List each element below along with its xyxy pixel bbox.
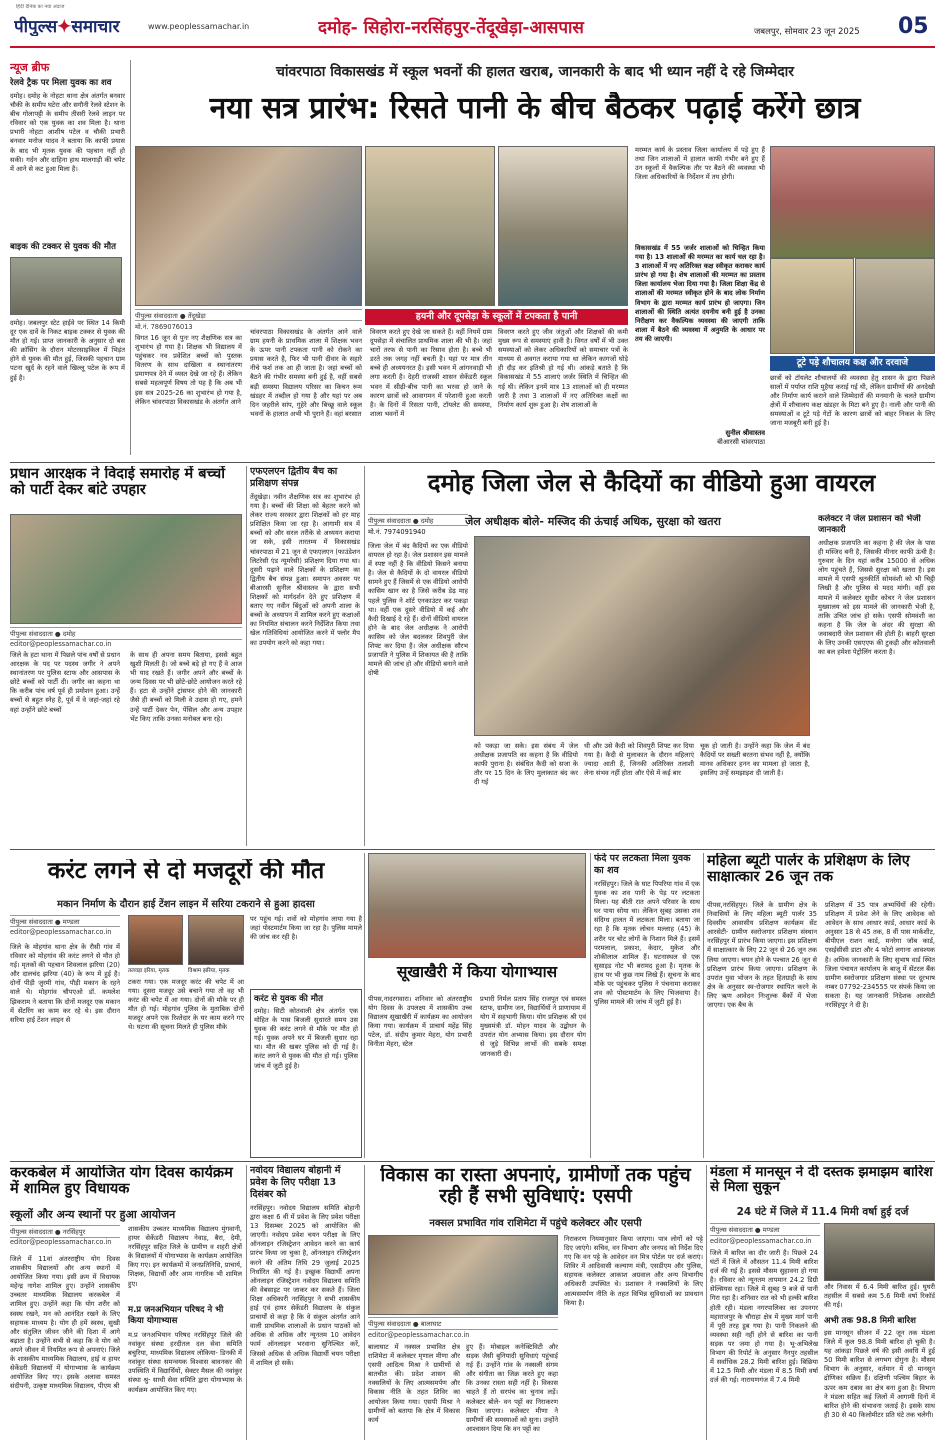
electric-box-body: दमोह। सिटी कोतवाली क्षेत्र अंतर्गत एक मोहित के पास बिजली सुधारते समय उस युवक की करंट लगने से मौके पर मौत हो गई। युवक अपने घर में बिजली सुधार रहा था। मौत की खबर पुलिस को दी गई है। करंट लगने से युवक की मौत हो गई। पुलिस जांच में जुटी हुई है। [254, 1007, 358, 1070]
yoga-mla-col-1: जिले में 11वां अंतरराष्ट्रीय योग दिवस शासकीय विद्यालयों और अन्य स्थानों में आयोजित किया गया। इसी क्रम में विधायक महेन्द्र नागेश शामिल हुए। उन्होंने शासकीय उच्चतर माध्यमिक विद्यालय करकबेल में शामिल हुए। उन्होंने कहा कि योग शरीर को स्वस्थ रखने, मन को आनंदित रखने के लिए सहायक माध्यम है। योग ही हमें स्वस्थ, सुखी और संतुलित जीवन जीने की दिशा में आगे बढ़ाता है। उन्होंने सभी से कहा कि वे योग को अपने जीवन में नियमित रूप से अपनाएं। जिले के शासकीय माध्यमिक विद्यालय, हाई व हायर सेकेंडरी विद्यालयों में योगाभ्यास के कार्यक्रम आयोजित किए गए। इसके अलावा समस्त संदीपनी, उत्कृष्ट माध्यमिक विद्यालय, पीएम श्री [10, 1255, 120, 1391]
brief2-body: दमोह। जबलपुर स्टेट हाईवे पर स्थित 14 किमी दूर एक दावें के निकट बाइक टक्कर से युवक की मौत हो गई। प्राप्त जानकारी के अनुसार दो बस की क्रॉसिंग के दौरान मोटरसाइकिल में भिड़ंत होने से युवक की मौत हुई, जिसकी पहचान ग्राम पटना खुर्द के रहने वाले खिल्लू पटेल के रूप में हुई है। [10, 319, 125, 382]
electric-headline: करंट लगने से दो मजदूरों की मौत [47, 859, 325, 884]
navodaya-body: नरसिंहपुर। नवोदय विद्यालय समिति बोहानी द्वारा कक्षा 6 वीं में प्रवेश के लिए प्रवेश परीक्षा 13 दिसम्बर 2025 को आयोजित की जाएगी। नवोदय प्रवेश चयन परीक्षा के लिए ऑनलाइन रजिस्ट्रेशन आवेदन करने का कार्य प्रारंभ किया जा चुका है, ऑनलाइन रजिस्ट्रेशन करने की अंतिम तिथि 29 जुलाई 2025 निर्धारित की गई है। इच्छुक विद्यार्थी अपना ऑनलाइन रजिस्ट्रेशन नवोदय विद्यालय समिति की वेबसाइट पर जाकर कर सकते हैं। जिला शिक्षा अधिकारी नरसिंहपुर ने सभी शासकीय हाई एवं हायर सेकेंडरी विद्यालय के संकुल प्राचार्यों से कहा है कि वे संकुल अंतर्गत आने वाली प्राथमिक शालाओं के प्रधान पाठकों को अधिक से अधिक और न्यूनतम 10 आवेदन फार्म ऑनलाइन भरवाना सुनिश्चित करें, जिससे अधिक से अधिक विद्यार्थी चयन परीक्षा में शामिल हो सकें। [250, 1204, 360, 1367]
yoga-mla-story [10, 1165, 242, 1440]
victim-caption-1: तलवड़ा इरिया, मृतक [128, 968, 170, 974]
logo [14, 14, 154, 36]
jail-byline-location: दमोह [420, 517, 434, 525]
development-byline-name: पीपुल्स संवाददाता [368, 1320, 411, 1328]
rain-photo [824, 1223, 935, 1281]
school-building-photo [365, 146, 495, 306]
divider [703, 853, 704, 1158]
development-email: editor@peoplessamachar.co.in [368, 1331, 470, 1339]
electric-subhead: मकान निर्माण के दौरान हाई टेंशन लाइन में सरिया टकराने से हुआ हादसा [57, 899, 315, 910]
lead-kicker: चांवरपाठा विकासखंड में स्कूल भवनों की हालत खराब, जानकारी के बाद भी ध्यान नहीं दे रहे जिम्मेदार [275, 64, 794, 80]
development-col-2: हुए हैं। मोबाइल कनेक्टिविटी और सड़क जैसी बुनियादी सुविधाएं पहुंचाई गई हैं। उन्होंने गांव के नक्सली संगम और संगीता का जिक्र करते हुए कहा कि उनका रास्ता सही नहीं है। विकास चाहते हैं तो सरपंच का चुनाव लड़ें। कलेक्टर बोले- वन पट्टों का निराकरण किया जाएगा। कलेक्टर मीणा ने ग्रामीणों की समस्याओं को सुना। उन्होंने आश्वासन दिया कि वन पट्टों का [466, 1343, 558, 1433]
farewell-col-2: के साथ ही अपना समय बिताया, इससे बहुत खुशी मिलती है। जो बच्चे बड़े हो गए हैं वे आज भी याद रखते हैं। जगीर अपने और बच्चों के जन्म दिवस पर भी छोटे-छोटे आयोजन करते रहे हैं। हटा से उन्होंने ट्रांसफर होने की जानकारी जैसे ही बच्चों को मिली वे उदास हो गए, हमने उन्हें पार्टी देकर पेन, पेंसिल और अन्य उपहार भेंट किए ताकि उनका मनोबल बना रहे। [130, 651, 242, 723]
yoga-mla-byline-name: पीपुल्स संवाददाता [10, 1228, 53, 1236]
info-sign-name: सुनील श्रीवास्तव [725, 429, 765, 437]
farewell-email: editor@peoplessamachar.co.in [10, 640, 112, 648]
yoga-mla-byline: पीपुल्स संवाददाता ● नरसिंहपुर [10, 1225, 120, 1238]
development-col-1: बालाघाट में नक्सल प्रभावित क्षेत्र राशिमेटा में कलेक्टर मृणाल मीणा और एसपी आदित्य मिश्रा ने ग्रामीणों से बातचीत की। प्रदेश शासन की नक्सलियों के लिए आत्मसमर्पण और विकास नीति के तहत शिविर का आयोजन किया गया। एसपी मिश्रा ने ग्रामीणों को बताया कि क्षेत्र में विकास कार्य [368, 1343, 460, 1424]
hanging-body: नरसिंहपुर। जिले के घाट पिपरिया गांव में एक युवक का शव पानी के पेड़ पर लटकता मिला। यह बीती रात अपने परिवार के साथ घर पाया सोया था। लेकिन सुबह उसका शव संदिग्ध हालत में लटकता मिला। बताया जा रहा है कि मृतक लोचन मल्लाह (45) के शरीर पर चोट लोगों के निशान मिले हैं। इसमें परमलाल, प्रकाश, केदार, मुकेश और शोकीलाल शामिल हैं। घटनास्थल से एक सुसाइड नोट भी बरामद हुआ है। मृतक के हाथ पर भी कुछ नाम लिखे हैं। सूचना के बाद मौके पर पहुंचकर पुलिस ने पंचनामा कराकर शव को पोस्टमार्टम के लिए भिजवाया है। पुलिस मामले की जांच में जुटी हुई है। [594, 880, 700, 1007]
farewell-byline: पीपुल्स संवाददाता ● दमोह [10, 627, 242, 640]
jail-side-head: कलेक्टर ने जेल प्रशासन को भेजी जानकारी [818, 514, 921, 535]
farewell-col-1: जिले के हटा थाना में पिछले पांच वर्षों से प्रधान आरक्षक के पद पर पदस्थ जगीर ने अपने स्थानांतरण पर पुलिस स्टाफ और आसपास के छोटे बच्चों को पार्टी दी। जगीर का कहना था कि करीब पांच वर्ष पूर्व ही प्रमोशन हुआ। उन्हें बच्चों से बहुत स्नेह है, पूर्व में वे जहां-जहां रहे वहां उन्होंने छोटे बच्चों [10, 651, 120, 714]
yoga-mla-email: editor@peoplessamachar.co.in [10, 1238, 112, 1246]
yoga-mla-col-3: म.प्र जनअभियान परिषद नरसिंहपुर जिले की नवांकुर संस्था हरदीतल दल सेवा समिति बचुरिया, माध्यमिक विद्यालय लोकिया- डिनकी में नवांकुर संस्था समन्वयक विश्वास बावनकर की उपस्थिति में विद्यार्थियों, सेक्टर मैसल की नवांकुर संस्था श्रु- साथी सेवा समिति द्वारा योगाभ्यास के कार्यक्रम आयोजित किए गए। [128, 1331, 242, 1394]
development-byline-location: बालाघाट [420, 1320, 442, 1328]
yoga-photo [368, 853, 586, 958]
dateline: जबलपुर, सोमवार 23 जून 2025 [754, 27, 860, 37]
lead-headline: नया सत्र प्रारंभ: रिसते पानी के बीच बैठकर पढ़ाई करेंगे छात्र [209, 92, 861, 126]
yoga-mla-headline: करकबेल में आयोजित योग दिवस कार्यक्रम में शामिल हुए विधायक [10, 1165, 233, 1198]
jail-col-1: जिला जेल में बंद कैदियों का एक वीडियो वायरल हो रहा है। जेल प्रशासन इस मामले में स्पष्ट नहीं है कि वीडियो किसने बनाया है। जेल से कैदियों के दो वायरल वीडियो सामने हुए हैं जिसमें से एक वीडियो आरोपी कासिम खान का है जिसे करीब डेढ़ माह पहले पुलिस ने शॉर्ट एनकाउंटर कर पकड़ा था। वहीं एक दूसरे वीडियो में कई और कैदी दिखाई दे रहे हैं। दोनों वीडियो वायरल होने के बाद जेल अधीक्षक ने आरोपी कासिम को जेल बदलकर शिवपुरी जेल शिफ्ट कर दिया है। जेल अधीक्षक सौरभ प्रजापति ने पुलिस में शिकायत की है ताकि मामले की जांच हो और वीडियो बनाने वाले दोषी [368, 542, 468, 678]
divider [10, 849, 935, 850]
yoga-damoh-col-1: पीपस,नादरगवारा। शनिवार को अंतरराष्ट्रीय योग दिवस के उपलक्ष्य में शासकीय उच्च विद्यालय सूखाखैरी में कार्यक्रम का आयोजन किया गया। कार्यक्रम में प्राचार्य महेंद्र सिंह पटेल, डॉ. संदीप कुमार मेहरा, योग प्रभारी विनीता मेहरा, स्टेल [368, 995, 472, 1049]
beauty-col-2: प्रशिक्षण में 35 पात्र अभ्यर्थियों की रहेगी। प्रशिक्षण में प्रवेश लेने के लिए आवेदक को आवेदन के साथ आधार कार्ड, आधार कार्ड के अनुसार 18 से 45 तक, 8 वीं पास मार्कशीट, बीपीएल राशन कार्ड, मनरेगा जॉब कार्ड, एसईसीसी डाटा और 4 फोटो लगाना आवश्यक है। अधिक जानकारी के लिए सुभाष वार्ड स्थित जिला पंचायत कार्यालय के बाजू में सेंटरल बैंक ग्रामीण स्वरोजगार प्रशिक्षण संस्था पर दूरभाष नम्बर 07792-234555 पर संपर्क किया जा सकता है। यह जानकारी निदेशक आरसेटी नरसिंहपुर ने दी है। [825, 901, 935, 1010]
electric-byline-name: पीपुल्स संवाददाता [10, 918, 53, 926]
jail-subhead: जेल अधीक्षक बोले- मस्जिद की ऊंचाई अधिक, सुरक्षा को खतरा [465, 515, 721, 528]
accident-photo [10, 257, 122, 315]
toilet-photo-2 [770, 258, 854, 354]
toilet-side-text: छात्रों को टॉयलेट शौचालयों की व्यवस्था हेतु शासन के द्वारा पिछले सालों में पर्याप्त राशि मुहैया कराई गई थी, लेकिन ग्रामीणों की अनदेखी और निर्माण कार्य कराने वाले जिम्मेदारों की मनमानी के चलते ग्रामीण क्षेत्रों में शौचालय कक्ष खंडहर के मिटा बने हुए है। नाली और पानी की समस्याओं व टूटे पड़े गेटों के कारण छात्रों को बाहर निकल के लिए जाना मजबूरी बनी हुई है। [770, 374, 935, 428]
development-story [368, 1165, 703, 1440]
logo-right-text: समाचार [71, 17, 120, 36]
monsoon-headline: मंडला में मानसून ने दी दस्तक झमाझम बारिश से मिला सुकून [710, 1165, 933, 1196]
hanging-headline: फंदे पर लटकता मिला युवक का शव [594, 853, 691, 876]
jail-story [368, 466, 935, 846]
victim-caption-2: विश्राम झरिया, मृतक [188, 968, 230, 974]
farewell-byline-name: पीपुल्स संवाददाता [10, 630, 53, 638]
divider [364, 466, 365, 846]
beauty-story [707, 853, 935, 1158]
jail-side-body: अधीक्षक प्रजापति का कहना है की जेल के पास ही मस्जिद बनी है, जिसकी मीनार काफी ऊंची है। गुरुवार के दिन यहां करीब 15000 से अधिक लोग पहुंचते हैं, जिससे सुरक्षा को खतरा है। इस मामले में एसपी श्रुतकीर्ति सोमवंशी को भी चिट्ठी लिखी है और पुलिस से मदद मांगी। वहीं इस मामले में कलेक्टर सुधीर कोचर ने जेल प्रशासन मुख्यालय को इस मामले की जानकारी भेजी है, ताकि उचित जांच हो सके। एसपी सोमवंशी का कहना है कि जेल के अंदर की सुरक्षा की जवाबदारी जेल प्रशासन की होती है। बाहरी सुरक्षा के लिए उनकी एसएएफ की टुकड़ी और कोतवाली का बल हमेशा पेट्रोलिंग करता है। [818, 539, 935, 657]
divider [10, 462, 935, 463]
development-subhead: नक्सल प्रभावित गांव राशिमेटा में पहुंचे कलेक्टर और एसपी [429, 1218, 642, 1229]
lead-col-1: विगत 16 जून से पुनः नए शैक्षणिक सत्र का शुभारंभ हो गया है। शिक्षक भी विद्यालय में पहुंचकर नव प्रवेशित बच्चों को पुस्तक वितरण के साथ दाखिला व स्थानांतरण प्रमाणपत्र देने में व्यस्त देखे जा रहे हैं। लेकिन सबसे महत्वपूर्ण विषय तो यह है कि अब भी इस सत्र 2025-26 का शुभारंभ हो गया है, लेकिन चांवरपाठा विकासखंड के अंतर्गत आने [135, 334, 242, 406]
lead-band: हयनी और दूपसेड़ा के स्कूलों में टपकता है पानी [365, 309, 628, 325]
jail-col-2: को पकड़ा जा सके। इस संबंध में जेल अधीक्षक प्रजापति का कहना है कि वीडियो काफी पुराना है। संबंधित कैदी को सजा के तौर पर 15 दिन के लिए मुलाकात बंद कर दी गई [474, 742, 578, 787]
monsoon-byline: पीपुल्स संवाददाता ● मण्डला [710, 1223, 820, 1236]
logo-tagline: हिंदी दैनिक का नया अंदाज [16, 4, 65, 10]
brief1-body: दमोह। दमोह के नोहटा थाना क्षेत्र अंतर्गत बनवार चौकी के समीप घटेरा और सगौनी रेलवे स्टेशन के बीच गोलापट्टी के समीप तीसरी रेलवे लाइन पर रविवार को एक युवक का शव मिला है। थाना प्रभारी नोहटा आशीष पटेल व चौकी प्रभारी बनवार मनोज यादव ने बताया कि काफी प्रयास के बाद भी मृतक युवक की पहचान नहीं हो सकी। गर्दन और दाहिना हाथ मालगाड़ी की चपेट में आने से कट हुआ मिला है। [10, 92, 125, 173]
victim-photo-1 [128, 915, 183, 965]
lead-byline: पीपुल्स संवाददाता ● तेंदूखेड़ा [135, 309, 362, 321]
divider [246, 1165, 247, 1440]
section-title: दमोह- सिहोरा-नरसिंहपुर-तेंदूखेड़ा-आसपास [318, 18, 584, 38]
development-col-3: निराकरण नियमानुसार किया जाएगा। पात्र लोगों को पट्टे दिए जाएंगे। सचिव, वन विभाग और जनपद को निर्देश दिए गए कि वन पट्टे के आवेदन वन मित्र पोर्टल पर दर्ज कराएं। शिविर में आदिवासी कल्याण मंत्री, एसडीएम और पुलिस, सहायक कलेक्टर आकाश अग्रवाल और अन्य विभागीय अधिकारी उपस्थित थे। प्रशासन ने नक्सलियों के लिए आत्मसमर्पण नीति के तहत विभिन्न सुविधाओं का प्रावधान किया है। [564, 1235, 703, 1307]
beauty-col-1: पीपस,नरसिंहपुर। जिले के ग्रामीण क्षेत्र के निवासियों के लिए महिला ब्यूटी पार्लर 35 दिवसीय आवासीय प्रशिक्षण कार्यक्रम सेंट आरसेटी- ग्रामीण स्वरोजगार प्रशिक्षण संस्थान नरसिंहपुर में प्रारंभ किया जाएगा। इस प्रशिक्षण में साक्षात्कार के लिए 22 जून से 26 जून तक लिया जाएगा। चयन होने के पश्चात 26 जून से प्रशिक्षण प्रारंभ किया जाएगा। प्रशिक्षण के उपरांत युवा भोजन के तहत हितग्राही के साथ क्षेत्र के अनुसार स्व-रोजगार स्थापित करने के लिए ऋण आवेदन निःशुल्क बैंकों में भेजा जाएगा। एक बैच के [707, 901, 817, 1010]
jail-byline-name: पीपुल्स संवाददाता [368, 517, 411, 525]
monsoon-col-1: जिले में बारिश का दौर जारी है। पिछले 24 घंटों में जिले में औसतन 11.4 मिमी बारिश दर्ज की गई है। इससे मौसम सुहावना हो गया है। रविवार को न्यूनतम तापमान 24.2 डिग्री सेल्सियस रहा। जिले में सुबह 9 बजे से पानी गिरा रहा है। शनिवार रात को भी हल्की बारिश होती रही। मंडला नगरपालिका का उपनगर महाराजपुर के चौराहा क्षेत्र में मुख्य मार्ग पानी में पूरी तरह डूब गया है। पानी निकलने की व्यवस्था सही नहीं होने से बारिश का पानी सड़क पर जमा हो गया है। भू-अभिलेख विभाग की रिपोर्ट के अनुसार नैनपुर तहसील में सर्वाधिक 28.2 मिमी बारिश हुई। बिछिया में 12.5 मिमी और मंडला में 8.5 मिमी वर्षा दर्ज की गई। नारायणगंज में 7.4 मिमी [710, 1249, 818, 1385]
monsoon-col-2: और निवास में 6.4 मिमी बारिश हुई। घुघरी तहसील में सबसे कम 5.6 मिमी वर्षा रिकॉर्ड की गई। [824, 1283, 935, 1310]
jail-byline: पीपुल्स संवाददाता ● दमोह [368, 514, 468, 526]
development-photo [368, 1235, 558, 1315]
farewell-byline-location: दमोह [62, 630, 76, 638]
logo-left-text: पीपुल्स [14, 17, 58, 36]
news-brief-label: न्यूज ब्रीफ [10, 61, 50, 74]
monsoon-col-3: इस मानसून सीजन में 22 जून तक मंडला जिले में कुल 98.8 मिमी बारिश हो चुकी है। यह आंकड़ा पिछले वर्ष की इसी अवधि में हुई 50 मिमी बारिश से लगभग दोगुना है। मौसम विभाग के अनुसार, वर्तमान में दो मानसून द्रोणिका सक्रिय हैं। दक्षिणी पश्चिम बिहार के ऊपर कम दबाव का क्षेत्र बना हुआ है। विभाग ने मंडला सहित कई जिलों में आगामी दिनों में बारिश होने की संभावना जताई है। इसके साथ ही 30 से 40 किलोमीटर प्रति घंटे तक चलेगी। [824, 1329, 935, 1419]
header-rule [10, 46, 935, 48]
monsoon-byline-location: मण्डला [762, 1226, 780, 1234]
toilet-photo-1 [770, 146, 935, 258]
lead-story [135, 58, 935, 458]
farewell-photo [10, 514, 242, 624]
yoga-damoh-col-2: प्रभारी निर्मल प्रताप सिंह राजपूत एवं समस्त स्टाफ, ग्रामीण जन, विद्यार्थियों ने प्राणायाम में योग में सहभागी किया। योग प्रशिक्षक श्री एवं मुख्यमंत्री डॉ. मोहन यादव के उद्बोधन के उपरांत योग अभ्यास किया। इस दौरान योग से जुड़े विभिन्न लाभों की सबके समक्ष जानकारी दी। [480, 995, 586, 1058]
divider [130, 60, 131, 455]
jail-headline: दमोह जिला जेल से कैदियों का वीडियो हुआ वायरल [427, 470, 876, 497]
beauty-headline: महिला ब्यूटी पार्लर के प्रशिक्षण के लिए साक्षात्कार 26 जून तक [707, 853, 910, 886]
monsoon-subhead: 24 घंटे में जिले में 11.4 मिमी वर्षा हुई दर्ज [736, 1206, 909, 1218]
jail-col-4: चूक हो जाती है। उन्होंने कहा कि जेल में बंद कैदियों पर सख्ती बरतना संभव नहीं है, क्योंकि मानव अधिकार हनन का मामला हो जाता है, इसलिए उन्हें समझाइश दी जाती है। [700, 742, 810, 778]
masthead [0, 0, 945, 50]
lead-mobile: मो.नं. 7869076013 [135, 323, 193, 331]
jail-col-3: थी और उसे कैदी को शिवपुरी शिफ्ट कर दिया गया है। कैदी से मुलाकात के दौरान महिलाएं ज्यादा आती हैं, जिनकी अतिरिक्त तलाशी लेना संभव नहीं होता और ऐसे में कई बार [584, 742, 694, 778]
news-brief [10, 60, 125, 455]
toilet-photo-3 [855, 258, 935, 354]
farewell-story [10, 466, 242, 846]
monsoon-email: editor@peoplessamachar.co.in [710, 1237, 812, 1245]
yoga-mla-byline-location: नरसिंहपुर [62, 1228, 86, 1236]
development-headline: विकास का रास्ता अपनाएं, ग्रामीणों तक पहुंच रही हैं सभी सुविधाएं: एसपी [380, 1165, 691, 1208]
divider [590, 853, 591, 1158]
waterlogged-yard-photo [498, 146, 628, 306]
electric-box [250, 989, 362, 1158]
electric-col-1: जिले के मोहगांव थाना क्षेत्र के रौसी गांव में रविवार को मोहगांव की करंट लगने से मौत हो गई। मृतकों की पहचान शिवलाल झरिया (20) और दालचंद झरिया (40) के रूप में हुई है। दोनों पीड़ी जुरमी गांव, पौड़ी मकान के रहने वाले थे। मोहगांव चौपएओ डॉ. कमलेश झिकराम ने बताया कि दोनों मजदूर एक मकान में सेंटरिंग का काम कर रहे थे। इस दौरान सरिया हाई टेंशन लाइन से [10, 943, 120, 1024]
electric-col-2: टकरा गया। एक मजदूर करंट की चपेट में आ गया। दूसरा मजदूर उसे बचाने गया तो वह भी करंट की चपेट में आ गया। दोनों की मौके पर ही मौत हो गई। मोहगांव पुलिस के मुताबिक दोनों मजदूर अपने एक रिश्तेदार के घर काम करने गए थे। घटना की सूचना मिलते ही पुलिस मौके [128, 978, 244, 1032]
divider [10, 1161, 935, 1162]
page-number: 05 [898, 14, 929, 39]
monsoon-story [710, 1165, 935, 1440]
electric-col-3: पर पहुंच गई। शवों को मोहगांव लाया गया है जहां पोस्टमार्टम किया जा रहा है। पुलिस मामले की जांच कर रही है। [250, 915, 362, 942]
lead-col-5: मरम्मत कार्य के प्रस्ताव जिला कार्यालय में पड़े हुए हैं तथा जिन शालाओं में हालात काफी गंभीर बने हुए हैं उन स्कूलों में वैकल्पिक तौर पर बैठने की व्यवस्था भी जिला अधिकारियों के निर्देशन में तय होगी। [635, 146, 765, 182]
yoga-mla-col-2: शासकीय उच्चतर माध्यमिक विद्यालय मुंगवानी, हायर सेकेंडरी विद्यालय नेवाड़, बैरा, देमी, नरसिंहपुर सहित जिले के ग्रामीण व शहरी क्षेत्रों के विद्यालयों में योगाभ्यास के कार्यक्रम आयोजित किए गए। इन कार्यक्रमों में जनप्रतिनिधि, प्राचार्य, शिक्षक, विद्यार्थी और आम नागरिक भी शामिल हुए। [128, 1225, 242, 1288]
divider [364, 853, 365, 1158]
electric-story [10, 853, 362, 1158]
lead-byline-name: पीपुल्स संवाददाता [135, 312, 178, 320]
divider [246, 466, 247, 846]
lead-byline-location: तेंदूखेड़ा [187, 312, 206, 320]
lead-col-4: विवरण करते हुए जीव जंतुओं और शिक्षकों की कमी मुख्य रूप से समस्याएं हावी है। विगत वर्षों में भी उक्त समस्याओं को लेकर अधिकारियों को समाचार पत्रों के माध्यम से अवगत कराया गया था लेकिन कागजों घोड़े ही दौड़ कर इतिश्री हो गई थी। आंकड़े बताते है कि विकासखंड में 55 शालाएं जर्जर स्थिति में चिन्हित की गई थी। लेकिन इनमें मात्र 13 शालाओं को ही मरम्मत जारी है तथा 3 शालाओं में नए अतिरिक्त कक्षों का निर्माण कार्य शुरू हुआ है। शेष शालाओं के [498, 328, 628, 409]
classroom-photo [135, 146, 362, 306]
info-sign-title: बीआरसी चांवरपाठा [717, 438, 765, 446]
brief2-headline: बाइक की टक्कर से युवक की मौत [10, 242, 116, 252]
monsoon-sub2: अभी तक 98.8 मिमी बारिश [824, 1316, 916, 1326]
lead-col-2: चांवरपाठा विकासखंड के अंतर्गत आने वाले ग्राम हयनी के प्राथमिक शाला में शिक्षक भवन के ऊपर पानी टपकता पानी को रोकने का प्रयास करते है, फिर भी पानी दीवार के सहारे नीचे फर्श तक आ ही जाता है। जहां बच्चों को बैठने की गंभीर समस्या बनी हुई है, वहीं सबसे बड़ी समस्या विद्यालय परिसर का किचन रूम खंडहर में तब्दील हो गया है और यहां पर अब दिन जहरीले सांप, गुहेरे और बिच्छू वाले स्कूल भवनों के हालात अभी भी पुराने हैं। वहां बरसात [250, 328, 362, 418]
divider [364, 1165, 365, 1440]
yoga-damoh-story [368, 853, 586, 1158]
hanging-story [594, 853, 700, 1158]
brief1-headline: रेलवे ट्रैक पर मिला युवक का शव [10, 78, 112, 88]
jail-video-photo [474, 536, 810, 736]
divider [706, 1165, 707, 1440]
electric-byline: पीपुल्स संवाददाता ● मण्डला [10, 915, 120, 927]
navodaya-story [250, 1165, 360, 1440]
yoga-mla-subhead: स्कूलों और अन्य स्थानों पर हुआ आयोजन [10, 1208, 176, 1221]
farewell-headline: प्रधान आरक्षक ने विदाई समारोह में बच्चों को पार्टी देकर बांटे उपहार [10, 466, 225, 499]
electric-email: editor@peoplessamachar.co.in [10, 928, 112, 936]
yoga-mla-sub2: म.प्र जनअभियान परिषद ने भी किया योगाभ्यास [128, 1305, 224, 1326]
development-byline: पीपुल्स संवाददाता ● बालाघाट [368, 1317, 558, 1330]
website-url: www.peoplessamachar.in [148, 22, 250, 31]
navodaya-headline: नवोदय विद्यालय बोहानी में प्रवेश के लिए परीक्षा 13 दिसंबर को [250, 1165, 341, 1200]
monsoon-byline-name: पीपुल्स संवाददाता [710, 1226, 753, 1234]
info-box [635, 244, 765, 454]
yoga-damoh-headline: सूखाखैरी में किया योगाभ्यास [396, 963, 558, 981]
electric-box-head: करंट से युवक की मौत [254, 994, 323, 1004]
jail-mobile: मो.नं. 7974091940 [368, 528, 426, 536]
electric-byline-location: मण्डला [62, 918, 80, 926]
logo-star-icon: ✦ [57, 17, 72, 36]
info-box-text: विकासखंड में 55 जर्जर शालाओं को चिन्हित किया गया है। 13 शालाओं की मरम्मत का कार्य चल रहा है। 3 शालाओं में नए अतिरिक्त कक्ष स्वीकृत कराकर कार्य प्रारंभ हो गया है। शेष शालाओं की मरम्मत का प्रस्ताव जिला कार्यालय भेजा दिया गया है। जिला शिक्षा केंद्र से शालाओं की मरम्मत स्वीकृत होने के बाद लोक निर्माण विभाग के द्वारा मरम्मत कार्य प्रारंभ हो जाएगा। जिन शालाओं की स्थिति अत्यंत दयनीय बनी हुई है उनका निरीक्षण कर वैकल्पिक व्यवस्था की जाएगी ताकि शाला में बैठने की व्यवस्था में अनुमति के आधार पर तय की जाएगी। [635, 244, 765, 343]
jail-side [818, 514, 935, 846]
training-body: तेंदूखेड़ा। नवीन शैक्षणिक सत्र का शुभारंभ हो गया है। बच्चों की शिक्षा को बेहतर करने को लेकर राज्य सरकार द्वारा शिक्षकों को हर माह प्रशिक्षित किया जा रहा है। आगामी सत्र में बच्चों को और सरल तरीके से अध्ययन कराया जा सके, इसी तारतम्य में विकासखंड चांवरपाठा में 21 जून से एफएलएन (फाउंडेशन लिटरेसी एंड न्यूमरेसी) प्रशिक्षण दिया गया था। दूसरी पढ़ाने वाले शिक्षकों के प्रशिक्षण का द्वितीय बैच संपन्न हुआ। समापन अवसर पर बीआरसी सुनील श्रीवास्तव के द्वारा सभी शिक्षकों को मार्गदर्शन देते हुए प्रशिक्षण में बताए गए नवीन बिंदुओं को अपनी शाला के बच्चों के अध्यापन में शामिल करने हुए कक्षाओं का नियमित संचालन करने निर्देशित किया तथा खेल गतिविधियां आयोजित करने में फ्लोर मैप का उपयोग करने को कहा गया। [250, 493, 360, 647]
lead-col-3: विवरण करते हुए देखे जा सकते हैं। वहीं नियमें ग्राम दूपसेड़ा में संचालित प्राथमिक शाला की भी है। जहां चारों तरफ से पानी का रिसाव होता है। बच्चे भी डरते तक जगह नहीं बचती है। यहां पर मात्र तीन बच्चे ही अध्ययनरत है। इसी भवन में आंगनवाड़ी भी लगा करती है। देहरी राजस्वी शासन सेकेंडरी स्कूल भवन में सीढ़ी-बीच पानी का भरवा हो जाने के कारण छात्रों को आवागमन में परेशानी हुआ करती है। के दिनों में रिसता पानी, टॉयलेट की समस्या, शाला भवनों में [370, 328, 492, 418]
training-story [250, 466, 360, 846]
training-headline: एफएलएन द्वितीय बैच का प्रशिक्षण संपन्न [250, 466, 338, 489]
victim-photo-2 [188, 915, 244, 965]
toilet-caption: टूटे पड़े शौचालय कक्ष और दरवाजे [770, 356, 935, 371]
